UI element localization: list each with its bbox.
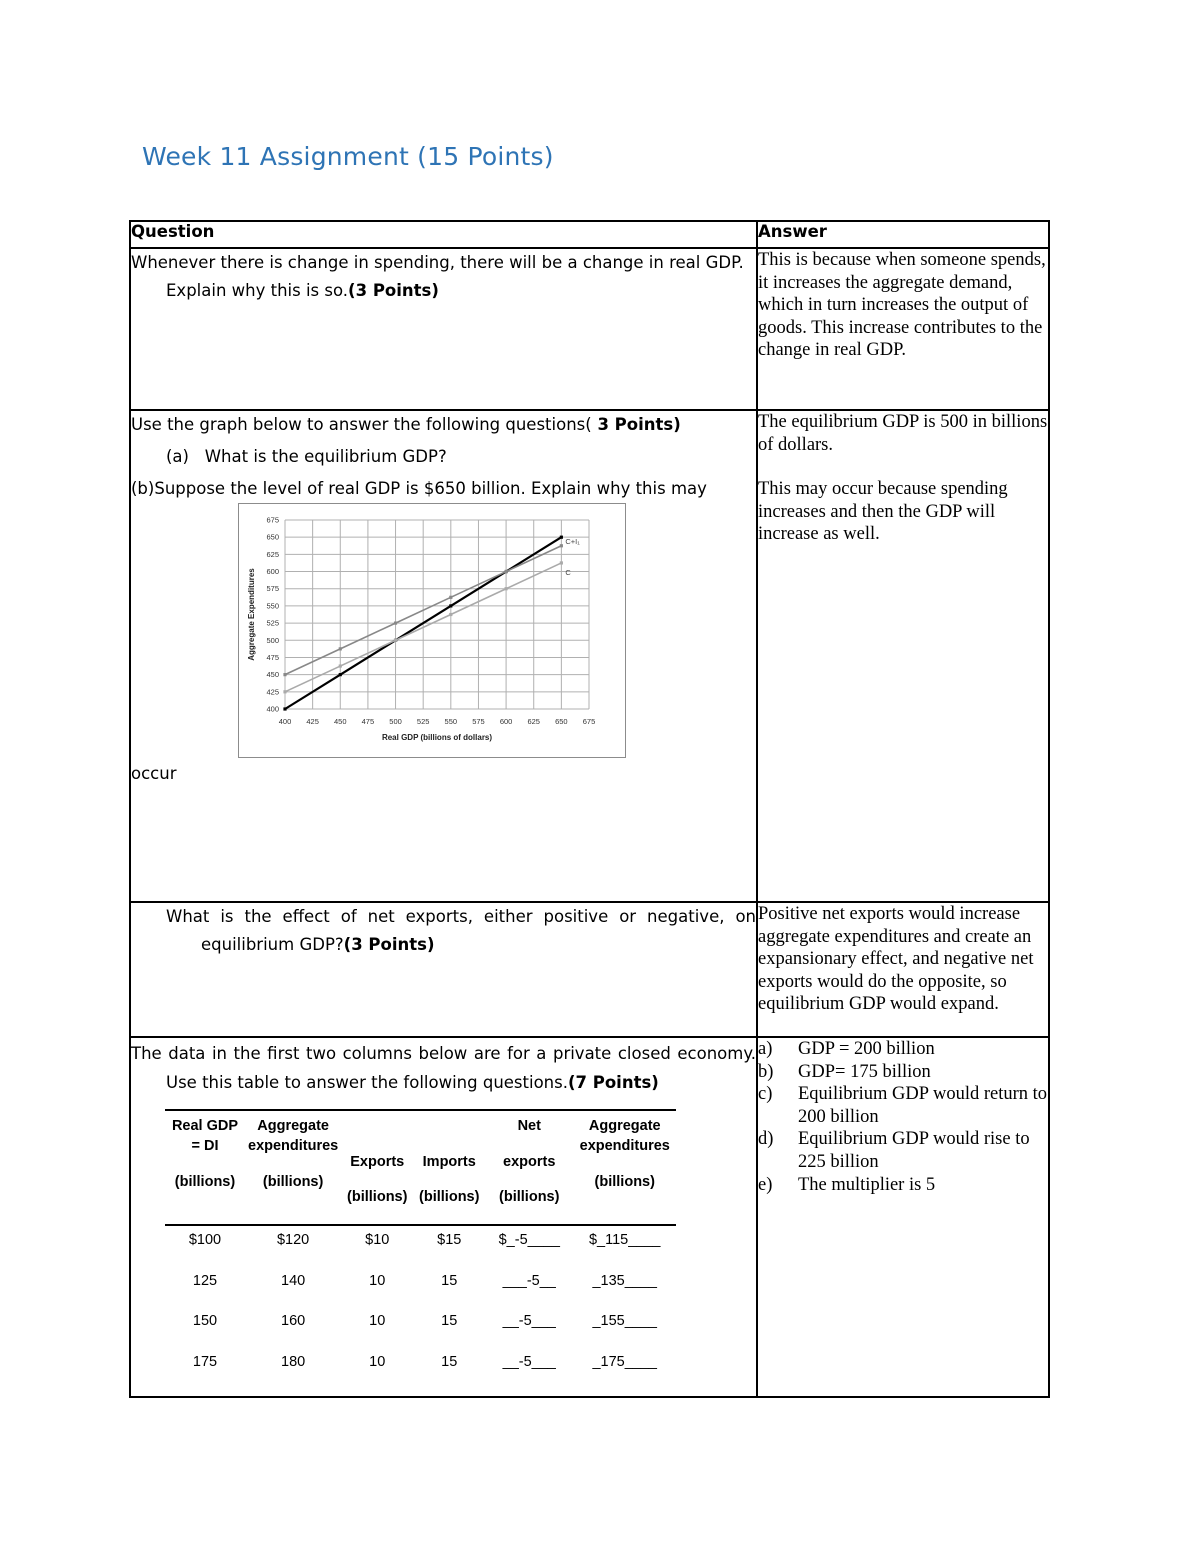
answer-text: This is because when someone spends, it increases the aggregate demand, which in turn increases the output of goods. This increase contributes to the change in real GDP. (758, 250, 1046, 361)
question-points: (7 Points) (567, 1073, 659, 1092)
x-tick-label: 650 (555, 717, 568, 726)
question-points: (3 Points) (348, 281, 439, 300)
table-cell: ___-5__ (502, 1272, 556, 1289)
y-tick-label: 625 (266, 549, 279, 559)
data-point (394, 639, 397, 642)
data-point (339, 647, 342, 650)
question-part-a: (a) What is the equilibrium GDP? (166, 447, 447, 466)
col-header-imports: Imports (billions) (413, 1110, 485, 1225)
chart-container (238, 503, 626, 758)
answer-text: This may occur because spending increases and then the GDP will increase as well. (758, 479, 1008, 545)
data-point (283, 673, 286, 676)
col-header-aggregate-expenditures: Aggregate expenditures (billions) (245, 1110, 341, 1225)
table-row (165, 1225, 676, 1267)
question-text: What is the effect of net exports, either positive or negative, on equilibrium GDP? (166, 907, 756, 954)
data-point (283, 707, 286, 710)
ae-chart (239, 504, 625, 757)
y-tick-label: 675 (266, 515, 279, 525)
table-cell: _155____ (592, 1313, 657, 1329)
table-cell: 140 (281, 1272, 306, 1289)
table-cell: 15 (441, 1272, 458, 1289)
question-cell (130, 902, 757, 1037)
x-tick-label: 425 (306, 717, 319, 726)
y-tick-label: 400 (266, 704, 279, 714)
table-cell: 15 (441, 1353, 458, 1370)
table-cell: $120 (276, 1232, 310, 1248)
data-point (394, 621, 397, 624)
table-cell: _175____ (592, 1353, 657, 1370)
list-item: a) GDP = 200 billion (758, 1039, 935, 1059)
data-point (504, 587, 507, 590)
y-tick-label: 475 (266, 652, 279, 662)
y-tick-label: 525 (266, 618, 279, 628)
question-cell (130, 410, 757, 902)
answer-text: Positive net exports would increase aggregate expenditures and create an expansionary effect, and negative net exports would do the opposite, so equilibrium GDP would expand. (758, 904, 1034, 1015)
answer-text: The equilibrium GDP is 500 in billions of dollars. (758, 412, 1048, 455)
table-cell: $10 (365, 1232, 390, 1248)
question-text: Use the graph below to answer the following questions( (131, 415, 592, 434)
question-cell (130, 248, 757, 410)
table-cell: 160 (281, 1313, 306, 1329)
x-tick-label: 575 (472, 717, 485, 726)
table-cell: $_-5____ (498, 1232, 560, 1248)
table-cell: 125 (192, 1272, 218, 1289)
y-tick-label: 650 (266, 532, 279, 542)
col-header-exports: Exports (billions) (341, 1110, 413, 1225)
y-tick-label: 550 (266, 601, 279, 611)
answer-cell (757, 1037, 1049, 1397)
answer-cell (757, 248, 1049, 410)
economy-data-table (165, 1109, 676, 1388)
data-point (449, 613, 452, 616)
x-tick-label: 550 (444, 717, 458, 726)
data-point (560, 536, 563, 539)
table-cell: 150 (192, 1313, 218, 1329)
question-cell (130, 1037, 757, 1397)
y-axis-label: Aggregate Expenditures (247, 568, 256, 661)
data-point (560, 544, 563, 547)
table-cell: 175 (192, 1353, 218, 1370)
data-point (339, 673, 342, 676)
y-tick-label: 450 (266, 670, 279, 680)
x-tick-label: 525 (416, 717, 430, 726)
question-points: 3 Points) (591, 415, 681, 434)
table-cell: __-5___ (502, 1353, 556, 1370)
y-tick-label: 600 (266, 567, 279, 577)
table-cell: $15 (437, 1232, 462, 1248)
answer-list (758, 1038, 1048, 1196)
assignment-table (129, 220, 1050, 1398)
table-row (130, 248, 1049, 410)
x-tick-label: 675 (582, 717, 596, 726)
table-row (130, 410, 1049, 902)
data-point (560, 561, 563, 564)
table-row (165, 1348, 676, 1389)
table-row (130, 902, 1049, 1037)
table-row (165, 1307, 676, 1348)
table-row (130, 1037, 1049, 1397)
y-tick-label: 500 (266, 635, 279, 645)
table-cell: __-5___ (502, 1313, 556, 1329)
col-header-aggregate-expenditures-open: Aggregate expenditures (billions) (573, 1110, 676, 1225)
col-header-real-gdp: Real GDP = DI (billions) (165, 1110, 245, 1225)
y-tick-label: 425 (266, 687, 279, 697)
table-cell: 10 (369, 1313, 386, 1329)
page-title: Week 11 Assignment (15 Points) (142, 142, 554, 171)
list-item: e) The multiplier is 5 (758, 1174, 936, 1195)
x-tick-label: 600 (499, 717, 513, 726)
table-cell: $_115____ (588, 1232, 661, 1248)
x-tick-label: 400 (278, 717, 292, 726)
question-part-b-end: occur (131, 764, 177, 783)
x-tick-label: 475 (361, 717, 375, 726)
question-header: Question (130, 221, 757, 248)
table-cell: 10 (369, 1272, 386, 1289)
table-cell: _135____ (592, 1272, 657, 1289)
table-cell: 180 (281, 1353, 306, 1370)
question-text: The data in the first two columns below are for a private closed economy. Use this table to answer the following questions. (131, 1044, 756, 1092)
question-part-b: (b)Suppose the level of real GDP is $650 billion. Explain why this may (131, 479, 707, 498)
data-point (339, 664, 342, 667)
data-point (283, 690, 286, 693)
table-cell: 10 (369, 1353, 386, 1370)
x-tick-label: 450 (334, 717, 347, 726)
question-points: (3 Points) (343, 935, 435, 954)
question-text: Whenever there is change in spending, there will be a change in real GDP. Explain why this is so. (131, 253, 744, 300)
table-row (165, 1267, 676, 1308)
x-axis-label: Real GDP (billions of dollars) (381, 733, 493, 742)
answer-cell (757, 410, 1049, 902)
table-cell: 15 (441, 1313, 458, 1329)
y-tick-label: 575 (266, 584, 279, 594)
x-tick-label: 625 (527, 717, 540, 726)
list-item: d) Equilibrium GDP would rise to 225 billion (758, 1129, 1030, 1172)
series-label: C+I₁ (565, 536, 580, 546)
list-item: b) GDP= 175 billion (758, 1061, 931, 1082)
series-label: C (565, 567, 571, 577)
table-header-row (130, 221, 1049, 248)
data-point (504, 570, 507, 573)
col-header-net-exports: Net exports (billions) (485, 1110, 573, 1225)
answer-cell (757, 902, 1049, 1037)
answer-header: Answer (757, 221, 1049, 248)
list-item: c) Equilibrium GDP would return to 200 billion (758, 1084, 1048, 1127)
x-tick-label: 500 (389, 717, 402, 726)
data-point (449, 604, 452, 607)
table-cell: $100 (188, 1232, 222, 1248)
data-point (449, 596, 452, 599)
